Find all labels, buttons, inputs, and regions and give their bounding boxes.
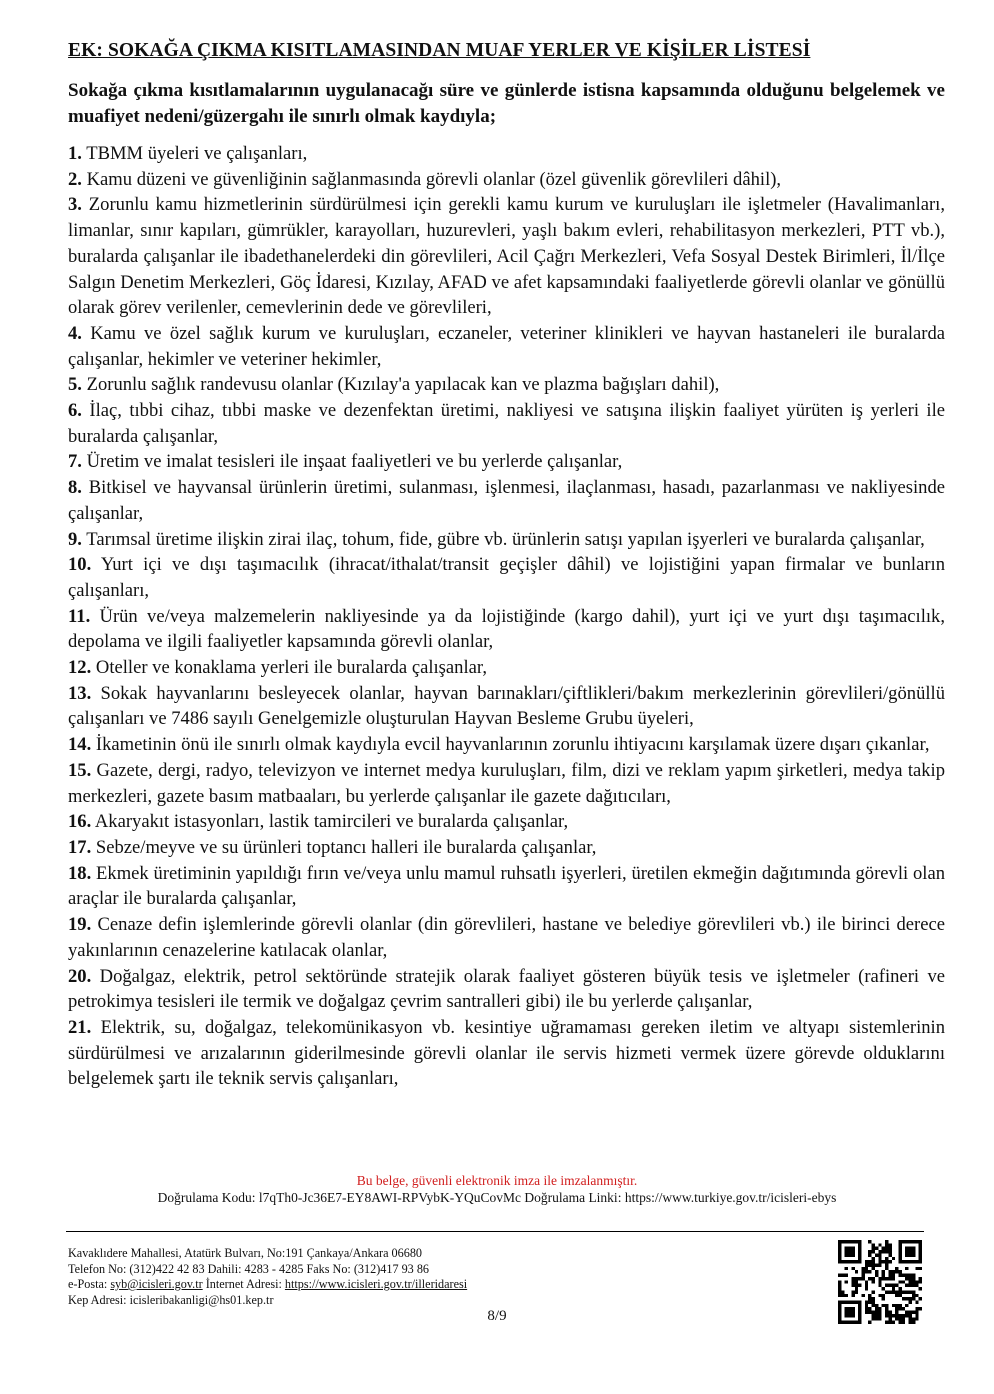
- page-number: 8/9: [487, 1308, 507, 1324]
- list-item: [68, 372, 945, 398]
- list-item: [68, 552, 945, 603]
- list-item: [68, 758, 945, 809]
- list-item: [68, 655, 945, 681]
- list-item: [68, 681, 945, 732]
- item-number: 18.: [68, 862, 92, 884]
- email-link[interactable]: syb@icisleri.gov.tr: [110, 1277, 203, 1291]
- item-text: Ürün ve/veya malzemelerin nakliyesinde ya da lojistiğinde (kargo dahil), yurt içi ve yurt dışı taşımacılık, depolama ve ilgili faaliyetler kapsamında görevli olanlar,: [68, 605, 945, 653]
- item-text: Oteller ve konaklama yerleri ile buralarda çalışanlar,: [91, 657, 487, 679]
- item-text: Kamu ve özel sağlık kurum ve kuruluşları, eczaneler, veteriner klinikleri ve hayvan hastaneleri ile buralarda çalışanlar, hekimler ve veteriner hekimler,: [68, 322, 945, 370]
- item-text: Yurt içi ve dışı taşımacılık (ihracat/ithalat/transit geçişler dâhil) ve lojistiğini yapan firmalar ve bunların çalışanları,: [68, 554, 945, 601]
- item-text: Kamu düzeni ve güvenliğinin sağlanmasında görevli olanlar (özel güvenlik görevlileri dâhil),: [81, 168, 782, 190]
- list-item: [68, 604, 945, 655]
- verification-line: Doğrulama Kodu: l7qTh0-Jc36E7-EY8AWI-RPVybK-YQuCovMc Doğrulama Linki: https://www.turkiye.gov.tr/icisleri-ebys: [157, 1190, 837, 1205]
- item-number: 14.: [68, 734, 92, 756]
- item-text: Elektrik, su, doğalgaz, telekomünikasyon vb. kesintiye uğramaması gereken iletim ve altyapı sistemlerinin sürdürülmesi ve arızalarının giderilmesinde görevli olanlar ile servis hizmeti vermek üzere görevde olduklarını belgelemek şartı ile teknik servis çalışanları,: [68, 1016, 945, 1090]
- intro-paragraph: Sokağa çıkma kısıtlamalarının uygulanacağı süre ve günlerde istisna kapsamında olduğunu belgelemek ve muafiyet nedeni/güzergahı ile sınırlı olmak kaydıyla;: [68, 80, 945, 127]
- item-text: Tarımsal üretime ilişkin zirai ilaç, tohum, fide, gübre vb. ürünlerin satışı yapılan işyerleri ve buralarda çalışanlar,: [81, 528, 925, 550]
- item-number: 5.: [68, 374, 82, 396]
- item-number: 20.: [68, 965, 92, 987]
- item-number: 4.: [68, 322, 82, 344]
- list-item: [68, 167, 945, 193]
- item-number: 16.: [68, 811, 92, 833]
- item-number: 6.: [68, 400, 82, 422]
- list-item: [68, 964, 945, 1015]
- item-number: 11.: [68, 605, 91, 627]
- e-signature-block: [0, 1172, 994, 1206]
- footer-kep: Kep Adresi: icisleribakanligi@hs01.kep.tr: [68, 1292, 274, 1307]
- item-text: Sebze/meyve ve su ürünleri toptancı halleri ile buralarda çalışanlar,: [91, 836, 597, 858]
- item-text: Sokak hayvanlarını besleyecek olanlar, hayvan barınakları/çiftlikleri/bakım merkezlerinin görevlileri/gönüllü çalışanları ve 7486 sayılı Genelgemizle oluşturulan Hayvan Besleme Grubu üyeleri,: [68, 682, 945, 730]
- item-number: 1.: [68, 143, 82, 164]
- item-number: 12.: [68, 657, 92, 679]
- item-text: Akaryakıt istasyonları, lastik tamircileri ve buralarda çalışanlar,: [91, 811, 569, 833]
- web-link[interactable]: https://www.icisleri.gov.tr/illeridaresi: [284, 1277, 468, 1291]
- item-text: Zorunlu kamu hizmetlerinin sürdürülmesi için gerekli kamu kurum ve kuruluşları ile işletmeler (Havalimanları, limanlar, sınır kapıları, gümrükler, karayolları, huzurevleri, yaşlı bakım evleri, rehabilitasyon merkezleri, PTT vb.), buralarda çalışanlar ile ibadethanelerdeki din görevlileri, Acil Çağrı Merkezleri, Vefa Sosyal Destek Birimleri, İl/İlçe Salgın Denetim Merkezleri, Göç İdaresi, Kızılay, AFAD ve afet kapsamındaki faaliyetlerde görevli olanlar ve gönüllü olarak görev verilenler, cemevlerinin dede ve görevlileri,: [68, 194, 945, 319]
- list-item: [68, 861, 945, 912]
- exemption-list: [68, 141, 945, 1092]
- web-label: İnternet Adresi:: [202, 1277, 285, 1291]
- list-item: [68, 527, 945, 553]
- footer-divider: [66, 1231, 924, 1232]
- item-text: Gazete, dergi, radyo, televizyon ve internet medya kuruluşları, film, dizi ve reklam yapım şirketleri, medya takip merkezleri, gazete basım matbaaları, bu yerlerde çalışanlar ile gazete dağıtıcıları,: [68, 759, 945, 807]
- item-text: Doğalgaz, elektrik, petrol sektöründe stratejik olarak faaliyet gösteren büyük tesis ve işletmeler (rafineri ve petrokimya tesisleri ile termik ve doğalgaz çevrim santralleri gibi) ile bu yerlerde çalışanlar,: [68, 965, 945, 1013]
- item-text: Ekmek üretiminin yapıldığı fırın ve/veya unlu mamul ruhsatlı işyerleri, üretilen ekmeğin dağıtımında görevli olan araçlar ile buralarda çalışanlar,: [68, 862, 945, 910]
- list-item: [68, 141, 945, 167]
- item-number: 19.: [68, 914, 92, 936]
- document-title: EK: SOKAĞA ÇIKMA KISITLAMASINDAN MUAF YERLER VE KİŞİLER LİSTESİ: [68, 40, 811, 61]
- list-item: [68, 398, 945, 449]
- list-item: [68, 475, 945, 526]
- item-number: 2.: [68, 168, 82, 190]
- qr-code-icon: [838, 1240, 922, 1324]
- footer-address: Kavaklıdere Mahallesi, Atatürk Bulvarı, No:191 Çankaya/Ankara 06680: [68, 1246, 423, 1260]
- footer-email-web: [68, 1277, 668, 1293]
- email-label: e-Posta:: [68, 1277, 111, 1291]
- item-text: Cenaze defin işlemlerinde görevli olanlar (din görevlileri, hastane ve belediye görevlileri vb.) ile birinci derece yakınlarının cenazelerine katılacak olanlar,: [68, 914, 945, 961]
- item-text: Zorunlu sağlık randevusu olanlar (Kızılay'a yapılacak kan ve plazma bağışları dahil),: [81, 374, 720, 396]
- item-number: 3.: [68, 194, 82, 216]
- item-text: Bitkisel ve hayvansal ürünlerin üretimi, sulanması, işlenmesi, ilaçlanması, hasadı, pazarlanması ve nakliyesinde çalışanlar,: [68, 477, 945, 524]
- footer-contact: [68, 1246, 668, 1308]
- footer-phone: Telefon No: (312)422 42 83 Dahili: 4283 - 4285 Faks No: (312)417 93 86: [68, 1261, 430, 1276]
- list-item: [68, 449, 945, 475]
- list-item: [68, 809, 945, 835]
- item-text: TBMM üyeleri ve çalışanları,: [81, 143, 308, 164]
- item-number: 8.: [68, 477, 82, 499]
- list-item: [68, 835, 945, 861]
- list-item: [68, 192, 945, 321]
- e-signature-notice: Bu belge, güvenli elektronik imza ile imzalanmıştır.: [356, 1173, 638, 1188]
- item-number: 13.: [68, 682, 92, 704]
- item-text: İkametinin önü ile sınırlı olmak kaydıyla evcil hayvanlarının zorunlu ihtiyacını karşılamak üzere dışarı çıkanlar,: [91, 734, 930, 756]
- item-number: 10.: [68, 554, 92, 576]
- list-item: [68, 321, 945, 372]
- list-item: [68, 912, 945, 963]
- item-number: 15.: [68, 759, 92, 781]
- item-number: 7.: [68, 451, 82, 473]
- item-text: İlaç, tıbbi cihaz, tıbbi maske ve dezenfektan üretimi, nakliyesi ve satışına ilişkin faaliyet yürüten iş yerleri ile buralarda çalışanlar,: [68, 400, 945, 447]
- list-item: [68, 732, 945, 758]
- item-number: 17.: [68, 836, 92, 858]
- item-number: 9.: [68, 528, 82, 550]
- item-number: 21.: [68, 1016, 92, 1038]
- list-item: [68, 1015, 945, 1092]
- item-text: Üretim ve imalat tesisleri ile inşaat faaliyetleri ve bu yerlerde çalışanlar,: [81, 451, 623, 473]
